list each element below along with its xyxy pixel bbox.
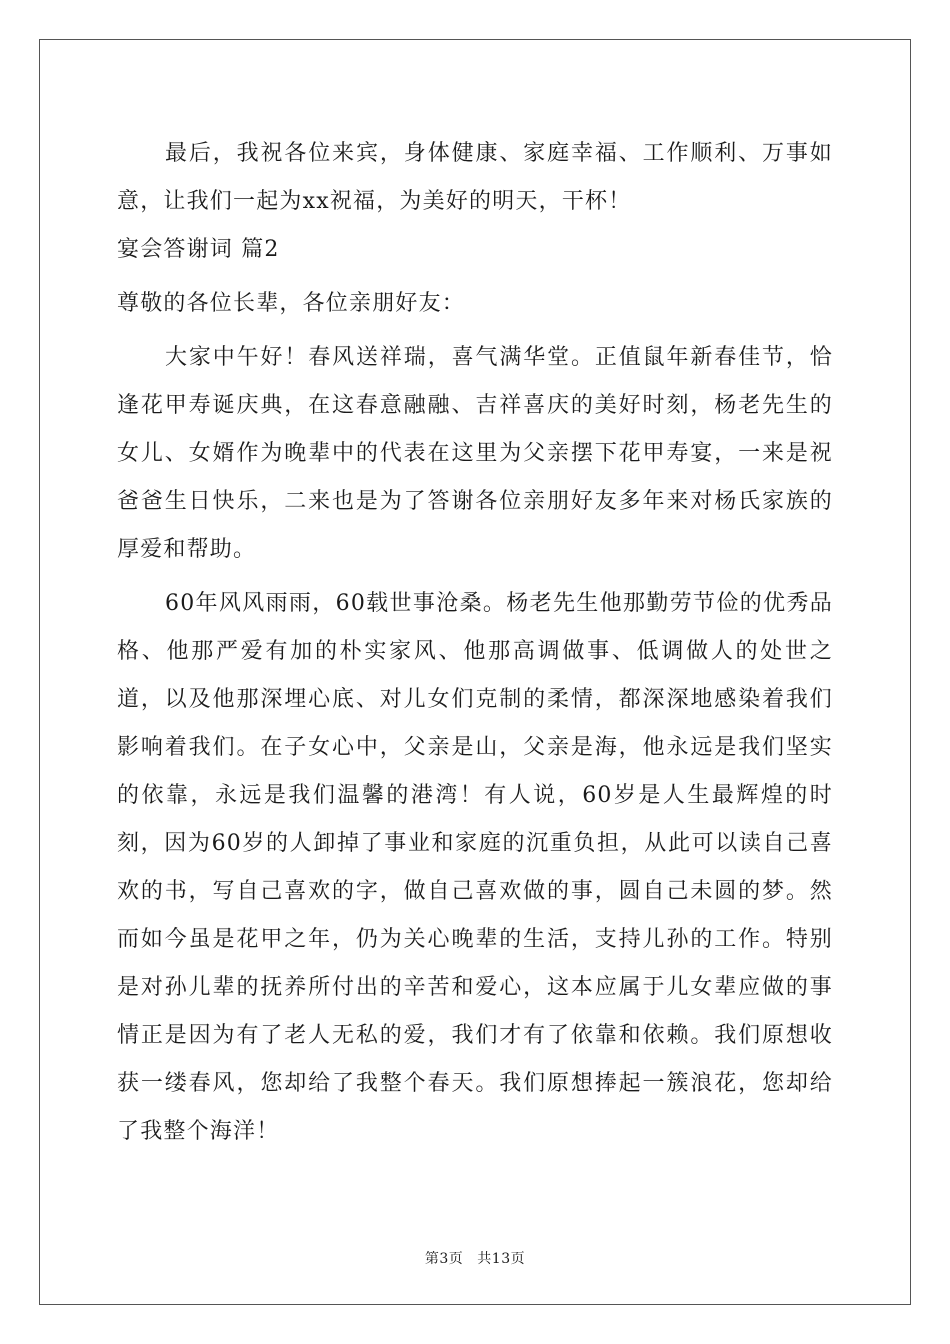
salutation: 尊敬的各位长辈，各位亲朋好友：	[117, 291, 466, 316]
page-number: 第3页	[424, 1251, 464, 1267]
document-body	[117, 130, 833, 1156]
closing-paragraph: 最后，我祝各位来宾，身体健康、家庭幸福、工作顺利、万事如意，让我们一起为xx祝福，为美好的明天，干杯！	[117, 141, 833, 214]
body-paragraph-greeting: 大家中午好！春风送祥瑞，喜气满华堂。正值鼠年新春佳节，恰逢花甲寿诞庆典，在这春意融融、吉祥喜庆的美好时刻，杨老先生的女儿、女婿作为晚辈中的代表在这里为父亲摆下花甲寿宴，一来是祝爸爸生日快乐，二来也是为了答谢各位亲朋好友多年来对杨氏家族的厚爱和帮助。	[117, 345, 833, 562]
body-paragraph-tribute: 60年风风雨雨，60载世事沧桑。杨老先生他那勤劳节俭的优秀品格、他那严爱有加的朴实家风、他那高调做事、低调做人的处世之道，以及他那深埋心底、对儿女们克制的柔情，都深深地感染着我们影响着我们。在子女心中，父亲是山，父亲是海，他永远是我们坚实的依靠，永远是我们温馨的港湾！有人说，60岁是人生最辉煌的时刻，因为60岁的人卸掉了事业和家庭的沉重负担，从此可以读自己喜欢的书，写自己喜欢的字，做自己喜欢做的事，圆自己未圆的梦。然而如今虽是花甲之年，仍为关心晚辈的生活，支持儿孙的工作。特别是对孙儿辈的抚养所付出的辛苦和爱心，这本应属于儿女辈应做的事情正是因为有了老人无私的爱，我们才有了依靠和依赖。我们原想收获一缕春风，您却给了我整个春天。我们原想捧起一簇浪花，您却给了我整个海洋！	[117, 591, 833, 1144]
page-footer	[0, 1248, 950, 1268]
page-total: 共13页	[477, 1251, 526, 1267]
section-heading: 宴会答谢词 篇2	[117, 237, 280, 262]
